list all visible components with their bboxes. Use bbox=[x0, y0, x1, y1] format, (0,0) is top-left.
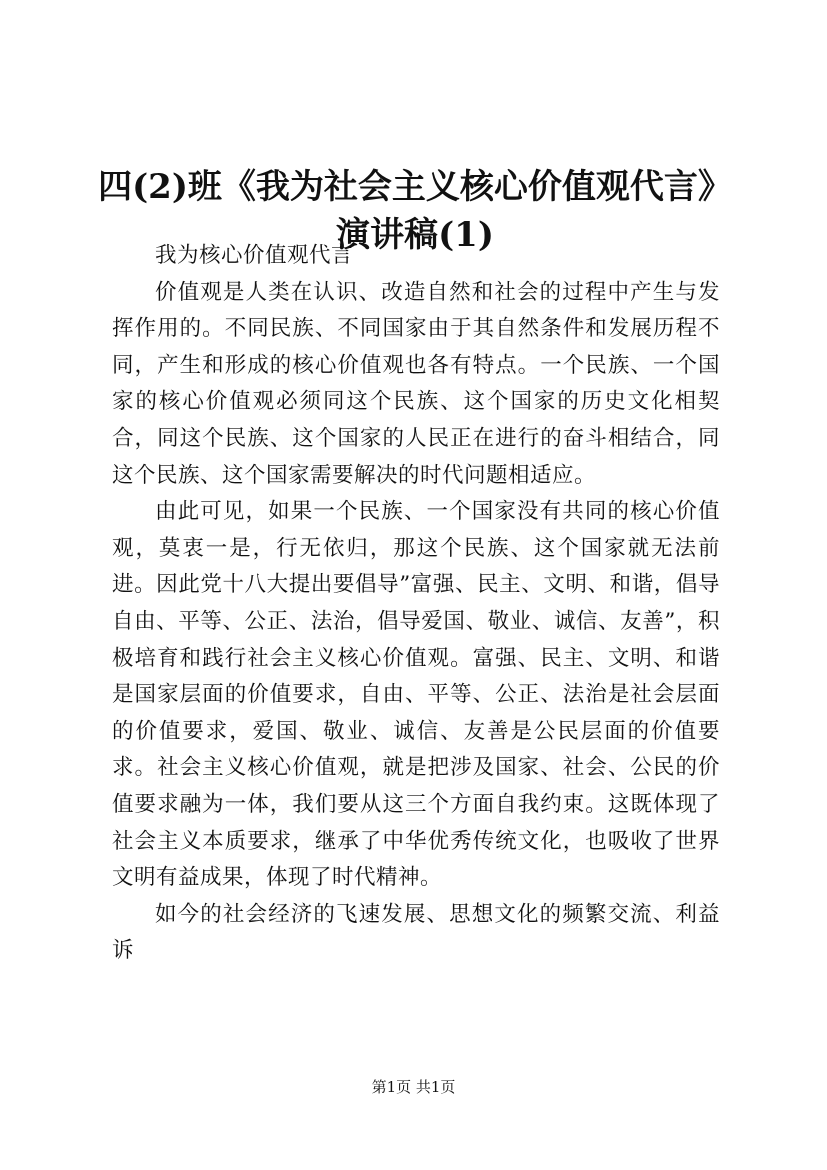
page-footer: 第1页 共1页 bbox=[371, 1078, 456, 1096]
paragraph-subheading: 我为核心价值观代言 bbox=[155, 243, 354, 268]
document-body bbox=[112, 238, 720, 970]
paragraph: 由此可见，如果一个民族、一个国家没有共同的核心价值观，莫衷一是，行无依归，那这个民族、这个国家就无法前进。因此党十八大提出要倡导”富强、民主、文明、和谐，倡导自由、平等、公正、法治，倡导爱国、敬业、诚信、友善”，积极培育和践行社会主义核心价值观。富强、民主、文明、和谐是国家层面的价值要求，自由、平等、公正、法治是社会层面的价值要求，爱国、敬业、诚信、友善是公民层面的价值要求。社会主义核心价值观，就是把涉及国家、社会、公民的价值要求融为一体，我们要从这三个方面自我约束。这既体现了社会主义本质要求，继承了中华优秀传统文化，也吸收了世界文明有益成果，体现了时代精神。 bbox=[112, 499, 720, 891]
paragraph: 价值观是人类在认识、改造自然和社会的过程中产生与发挥作用的。不同民族、不同国家由于其自然条件和发展历程不同，产生和形成的核心价值观也各有特点。一个民族、一个国家的核心价值观必须同这个民族、这个国家的历史文化相契合，同这个民族、这个国家的人民正在进行的奋斗相结合，同这个民族、这个国家需要解决的时代问题相适应。 bbox=[112, 279, 720, 488]
paragraph: 如今的社会经济的飞速发展、思想文化的频繁交流、利益诉 bbox=[112, 901, 720, 964]
document-title: 四(2)班《我为社会主义核心价值观代言》演讲稿(1) bbox=[98, 166, 732, 255]
